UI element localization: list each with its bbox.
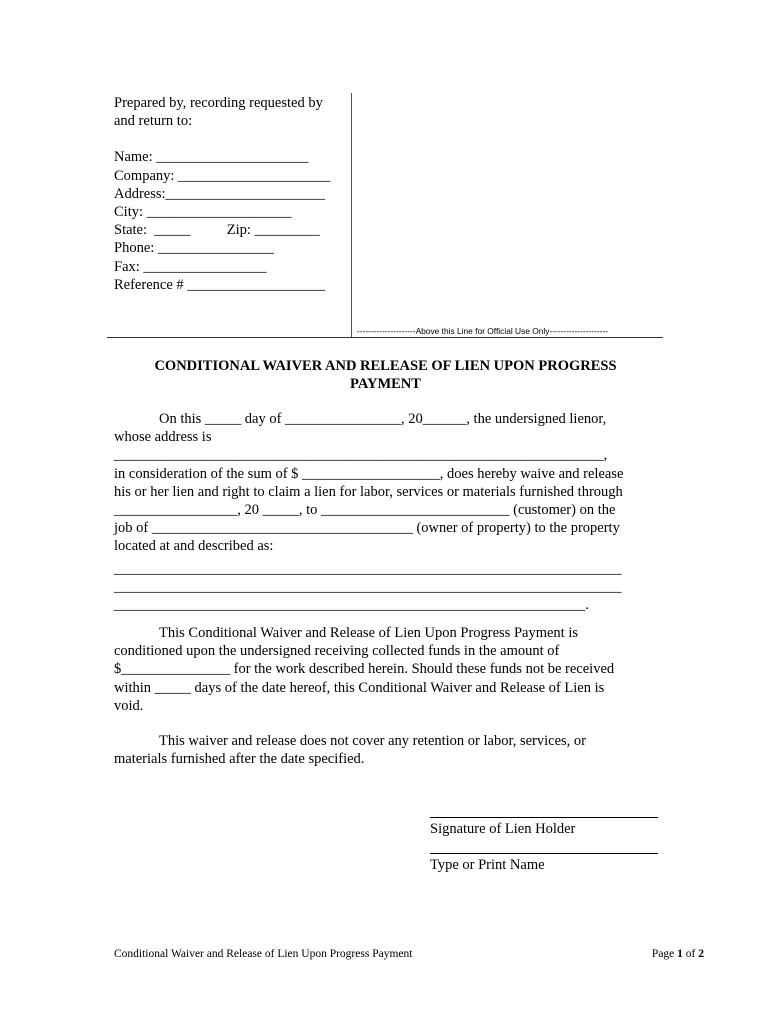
prepared-by-block xyxy=(114,94,346,294)
signature-label: Signature of Lien Holder xyxy=(430,821,576,837)
text-line: _________________________________________________________________. xyxy=(114,597,589,614)
prepared-by-line2: and return to: xyxy=(114,113,193,130)
print-name-line xyxy=(430,853,658,854)
text-line: within _____ days of the date hereof, this Conditional Waiver and Release of Lien is xyxy=(114,679,605,696)
text-line: conditioned upon the undersigned receiving collected funds in the amount of xyxy=(114,643,560,660)
text-line: ______________________________________________________________________ xyxy=(114,578,622,595)
signature-block xyxy=(430,817,658,838)
page-of: of xyxy=(682,948,699,960)
vertical-divider xyxy=(351,93,352,338)
text-line: On this _____ day of ________________, 20______, the undersigned lienor, xyxy=(159,411,607,427)
text-line: in consideration of the sum of $ ___________________, does hereby waive and release xyxy=(114,465,624,482)
text-line: ______________________________________________________________________ xyxy=(114,560,622,577)
fax-field: Fax: _________________ xyxy=(114,258,267,275)
text-line: whose address is xyxy=(114,429,212,446)
company-field: Company: _____________________ xyxy=(114,167,331,184)
text-line: located at and described as: xyxy=(114,538,274,555)
text-line: This waiver and release does not cover any retention or labor, services, or xyxy=(159,733,587,749)
paragraph-condition xyxy=(114,624,659,715)
page-current: 1 xyxy=(677,948,683,960)
print-name-label: Type or Print Name xyxy=(430,857,545,873)
page-total: 2 xyxy=(698,948,704,960)
text-line: _________________, 20 _____, to __________________________ (customer) on the xyxy=(114,502,616,519)
title-line2: PAYMENT xyxy=(350,376,421,392)
name-field: Name: _____________________ xyxy=(114,149,309,166)
footer-title: Conditional Waiver and Release of Lien Upon Progress Payment xyxy=(114,948,413,960)
text-line: ____________________________________________________________________, xyxy=(114,447,608,464)
signature-line xyxy=(430,817,658,818)
city-field: City: ____________________ xyxy=(114,204,292,221)
page-word: Page xyxy=(651,948,678,960)
text-line: job of ____________________________________ (owner of property) to the property xyxy=(114,520,620,537)
text-line: This Conditional Waiver and Release of Lien Upon Progress Payment is xyxy=(159,625,578,641)
phone-field: Phone: ________________ xyxy=(114,240,274,257)
page-number xyxy=(652,948,704,960)
horizontal-divider xyxy=(107,337,663,338)
text-line: materials furnished after the date specified. xyxy=(114,751,365,768)
print-name-block xyxy=(430,853,658,874)
prepared-by-line1: Prepared by, recording requested by xyxy=(114,95,323,111)
official-use-line: ---------------------Above this Line for Official Use Only--------------------- xyxy=(357,326,609,336)
text-line: his or her lien and right to claim a lien for labor, services or materials furnished through xyxy=(114,483,623,500)
paragraph-waiver xyxy=(114,410,659,614)
text-line: $_______________ for the work described herein. Should these funds not be received xyxy=(114,661,615,678)
address-field: Address:______________________ xyxy=(114,185,326,202)
reference-field: Reference # ___________________ xyxy=(114,276,326,293)
spacer xyxy=(114,130,346,148)
paragraph-retention xyxy=(114,732,659,768)
text-line: void. xyxy=(114,697,144,714)
state-zip-field: State: _____ Zip: _________ xyxy=(114,222,320,239)
document-title xyxy=(114,357,657,393)
title-line1: CONDITIONAL WAIVER AND RELEASE OF LIEN UPON PROGRESS xyxy=(154,358,617,374)
